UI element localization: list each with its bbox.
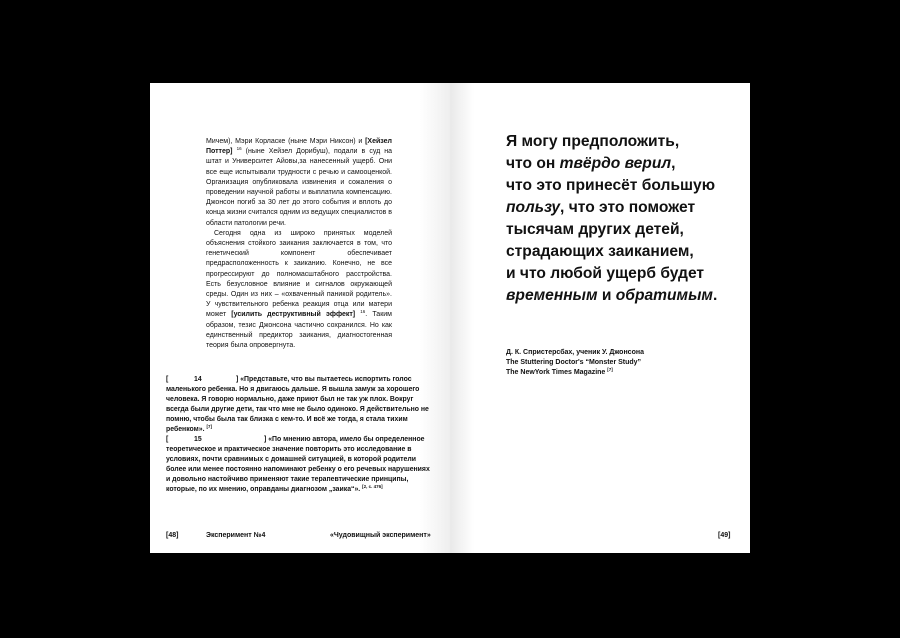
note-open-bracket: [: [166, 376, 169, 383]
quote-attribution: [506, 348, 736, 377]
note-number: 14: [194, 376, 202, 383]
paragraph-text: (ныне Хейзел Дорибуш), подали в суд на штат и Университет Айовы,за нанесенный ущерб. Они все еще испытывали трудности с речью и самооценкой. Организация опубликовала извинения и сожаления о проведении научной работы и выплатила компенсацию. Джонсон погиб за 30 лет до этого события и вплоть до конца жизни считался одним из ведущих специалистов в области патологии речи.: [206, 148, 392, 227]
page-number: [48]: [166, 532, 179, 539]
footnotes: [166, 375, 434, 495]
quote-line: и что любой ущерб будет: [506, 265, 705, 282]
note-text: «Представьте, что вы пытаетесь испортить голос маленького ребенка. Но я двигаюсь дальше. Я вышла замуж за хорошего человека. Я говорю нормально, даже приют был не так уж плох. Вокруг всегда были другие дети, так что мне не было одиноко. Я действительно не помню, чтобы была так близка с кем-то. И всё же тогда, я стала тихим ребенком».: [166, 376, 429, 433]
paragraph-text: . Таким образом, тезис Джонсона частично сохранился. Но как единственный предиктор заикания, диагностогенная теория была опровергнута.: [206, 311, 392, 350]
attribution-publication: The NewYork Times Magazine [7]: [506, 366, 613, 376]
note-number: 15: [194, 436, 202, 443]
footnote-marker: 16: [236, 146, 242, 152]
note-open-bracket: [: [166, 436, 169, 443]
right-page: [450, 83, 750, 553]
quote-line: пользу, что это поможет: [506, 199, 696, 216]
section-label: Эксперимент №4: [206, 532, 266, 539]
pull-quote: [506, 131, 756, 307]
quote-line: временным и обратимым.: [506, 287, 718, 304]
bold-reference: [усилить деструктивный эффект]: [231, 311, 356, 319]
quote-line: что он твёрдо верил,: [506, 155, 676, 172]
quote-line: Я могу предположить,: [506, 133, 680, 150]
note-text: «По мнению автора, имело бы определенное теоретическое и практическое значение повторить это исследование в условиях, почти сравнимых с домашней ситуацией, в которой родители более или менее постоянно напоминают ребенку о его речевых нарушениях и довольно настойчиво применяют такие терапевтические принципы, которые, по их мнению, оправданы диагнозом „заика“».: [166, 436, 430, 493]
page-number: [49]: [718, 532, 731, 539]
note-citation: [7]: [206, 424, 212, 429]
footnote-marker: 16: [360, 309, 366, 315]
attribution-source: The Stuttering Doctor's “Monster Study”: [506, 358, 642, 366]
footnote-14: [166, 375, 434, 435]
running-title: «Чудовищный эксперимент»: [330, 532, 431, 539]
note-close-bracket: ]: [236, 376, 239, 383]
paragraph-1: [206, 137, 392, 229]
note-citation: [2, с. 476]: [362, 484, 383, 489]
attribution-author: Д. К. Спристерсбах, ученик У. Джонсона: [506, 349, 644, 356]
quote-line: страдающих заиканием,: [506, 243, 694, 260]
quote-line: что это принесёт большую: [506, 177, 716, 194]
note-close-bracket: ]: [264, 436, 267, 443]
paragraph-2: [206, 229, 392, 351]
body-text: [206, 137, 392, 351]
paragraph-text: Мичем), Мэри Корласке (ныне Мэри Никсон) и: [206, 138, 366, 145]
bold-reference: [Хейзел Поттер]: [206, 138, 392, 156]
left-page: [150, 83, 450, 553]
quote-line: тысячам других детей,: [506, 221, 684, 238]
paragraph-text: Сегодня одна из широко принятых моделей объяснения стойкого заикания заключается в том, что генетический компонент обеспечивает предрасположенность к заиканию. Конечно, не все прогрессируют до полномасштабного расстройства. Есть безусловное влияние и сигналов окружающей среды. Один из них – «охваченный паникой родитель». У чувствительного ребенка реакция отца или матери может: [206, 229, 392, 319]
footnote-15: [166, 435, 434, 495]
